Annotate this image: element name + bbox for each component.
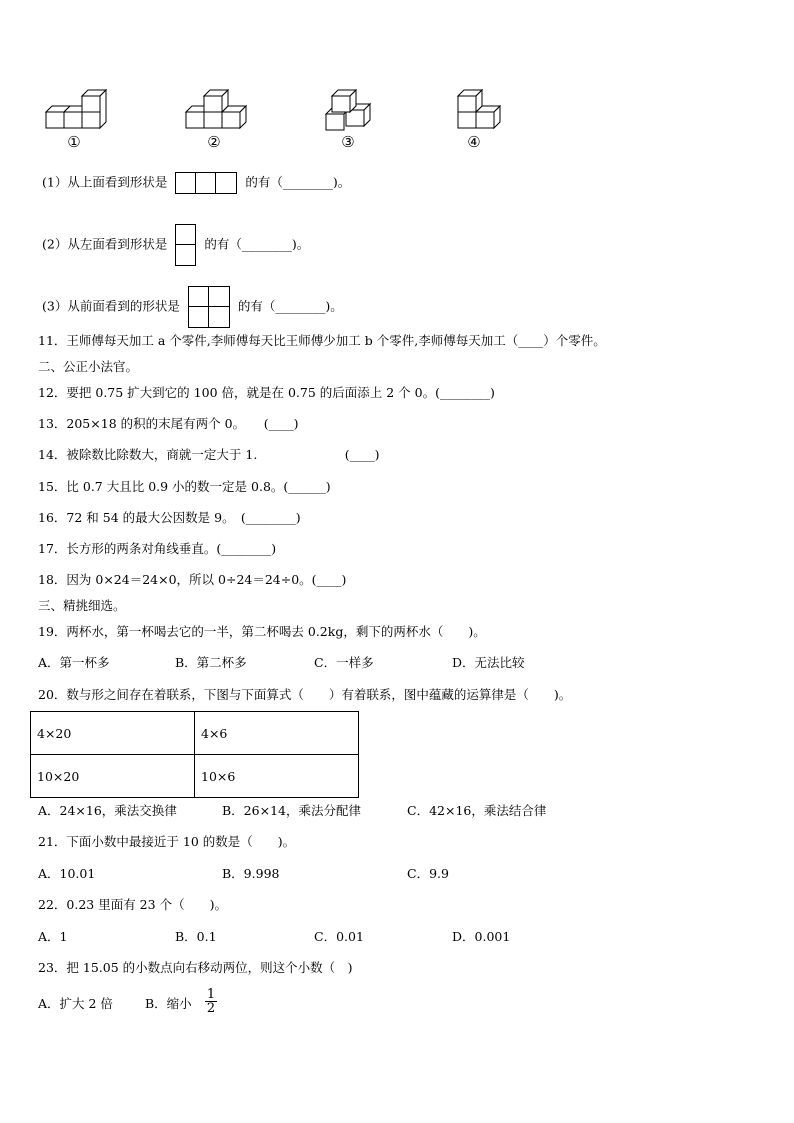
subquestion-1-post: 的有（________)。 [245, 174, 351, 190]
q22-option-d: D．0.001 [452, 929, 511, 944]
q20-option-b: B．26×14，乘法分配律 [222, 803, 361, 818]
q19-option-d: D．无法比较 [452, 655, 525, 670]
figure-label-4: ④ [467, 133, 481, 151]
section-heading-3: 三、精挑细选。 [38, 598, 126, 613]
q20-option-a: A．24×16，乘法交换律 [38, 803, 177, 818]
q23-option-a: A．扩大 2 倍 [38, 996, 113, 1011]
question-17: 17．长方形的两条对角线垂直。(________) [38, 541, 277, 556]
q21-option-c: C．9.9 [407, 866, 449, 881]
cube-figure-4 [454, 88, 504, 132]
q22-option-a: A．1 [38, 929, 68, 944]
q23-option-b: B．缩小 [145, 996, 192, 1011]
subquestion-3-pre: (3）从前面看到的形状是 [42, 298, 180, 314]
subquestion-3 [42, 286, 343, 328]
subquestion-2 [42, 224, 309, 266]
question-13: 13．205×18 的积的末尾有两个 0。 (____) [38, 416, 299, 431]
q22-option-b: B．0.1 [175, 929, 217, 944]
subquestion-3-post: 的有（________)。 [237, 298, 343, 314]
subquestion-1-pre: (1）从上面看到形状是 [42, 174, 168, 190]
question-15: 15．比 0.7 大且比 0.9 小的数一定是 0.8。(______) [38, 479, 331, 494]
q22-option-c: C．0.01 [314, 929, 364, 944]
cube-figure-1 [44, 88, 108, 132]
q21-option-b: B．9.998 [222, 866, 280, 881]
fraction-one-half [205, 988, 217, 1015]
fraction-numerator: 1 [206, 987, 216, 1002]
fraction-denominator: 2 [206, 1001, 216, 1016]
question-22: 22．0.23 里面有 23 个（ )。 [38, 897, 227, 912]
cube-figure-2 [184, 88, 248, 132]
question-23: 23．把 15.05 的小数点向右移动两位，则这个小数（ ) [38, 960, 353, 975]
grid-cell: 4×6 [195, 712, 359, 755]
figure-label-1: ① [67, 133, 81, 151]
figure-label-3: ③ [341, 133, 355, 151]
cube-figure-3 [322, 88, 382, 132]
grid-cell: 10×6 [195, 755, 359, 798]
question-18: 18．因为 0×24＝24×0，所以 0÷24＝24÷0。(____) [38, 572, 347, 587]
question-21: 21．下面小数中最接近于 10 的数是（ )。 [38, 834, 296, 849]
question-20: 20．数与形之间存在着联系，下图与下面算式（ ）有着联系，图中蕴藏的运算律是（ )。 [38, 687, 572, 702]
l-shape-front-view [188, 286, 230, 328]
subquestion-2-pre: (2）从左面看到形状是 [42, 236, 168, 252]
section-heading-2: 二、公正小法官。 [38, 359, 139, 374]
question-19: 19．两杯水，第一杯喝去它的一半，第二杯喝去 0.2kg，剩下的两杯水（ )。 [38, 624, 486, 639]
subquestion-2-post: 的有（________)。 [204, 236, 310, 252]
question-16: 16．72 和 54 的最大公因数是 9。 (________) [38, 510, 301, 525]
q21-option-a: A．10.01 [38, 866, 96, 881]
subquestion-1 [42, 172, 350, 194]
area-grid-table [30, 711, 359, 798]
question-12: 12．要把 0.75 扩大到它的 100 倍，就是在 0.75 的后面添上 2 个 0。(________) [38, 385, 495, 400]
q19-option-a: A．第一杯多 [38, 655, 110, 670]
q19-option-b: B．第二杯多 [175, 655, 247, 670]
grid-cell: 4×20 [31, 712, 195, 755]
two-squares-column-shape [175, 224, 196, 266]
figure-label-2: ② [207, 133, 221, 151]
grid-cell: 10×20 [31, 755, 195, 798]
three-squares-row-shape [175, 172, 237, 194]
question-11: 11．王师傅每天加工 a 个零件,李师傅每天比王师傅少加工 b 个零件,李师傅每天加工（____）个零件。 [38, 333, 606, 348]
q20-option-c: C．42×16，乘法结合律 [407, 803, 547, 818]
question-14: 14．被除数比除数大，商就一定大于 1. (____) [38, 447, 380, 462]
q19-option-c: C．一样多 [314, 655, 374, 670]
